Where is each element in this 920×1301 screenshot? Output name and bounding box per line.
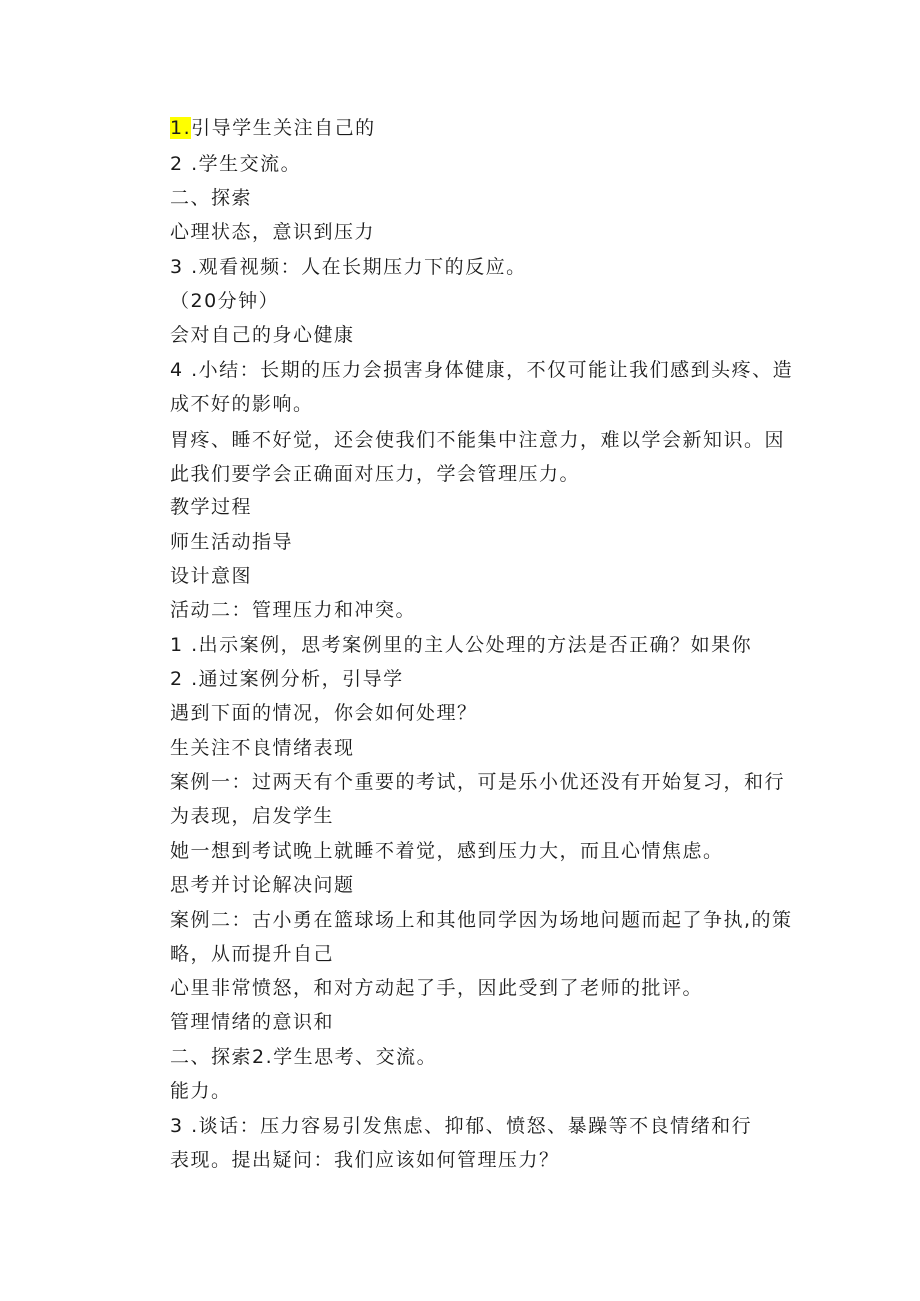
text-line-2: 2 .学生交流。 [170,153,302,175]
text-line-7: 会对自己的身心健康 [170,324,355,346]
text-line-4: 心理状态，意识到压力 [170,221,376,243]
text-line-14: 设计意图 [170,565,253,587]
text-line-21: 为表现，启发学生 [170,805,335,827]
text-line-16: 1 .出示案例，思考案例里的主人公处理的方法是否正确？如果你 [170,634,753,656]
text-line-15: 活动二：管理压力和冲突。 [170,599,417,621]
text-line-28: 二、探索2.学生思考、交流。 [170,1046,438,1068]
text-line-27: 管理情绪的意识和 [170,1011,335,1033]
text-line-10: 胃疼、睡不好觉，还会使我们不能集中注意力，难以学会新知识。因 [170,429,786,451]
text-line-22: 她一想到考试晚上就睡不着觉，感到压力大，而且心情焦虑。 [170,840,724,862]
text-line-24: 案例二：古小勇在篮球场上和其他同学因为场地问题而起了争执,的策 [170,909,793,931]
text-line-19: 生关注不良情绪表现 [170,737,355,759]
text-line-13: 师生活动指导 [170,531,294,553]
text-line-6: （20分钟） [170,290,280,312]
text-line-12: 教学过程 [170,496,253,518]
text-line-31: 表现。提出疑问：我们应该如何管理压力？ [170,1149,560,1171]
text-line-29: 能力。 [170,1080,232,1102]
text-line-30: 3 .谈话：压力容易引发焦虑、抑郁、愤怒、暴躁等不良情绪和行 [170,1115,753,1137]
text-line-26: 心里非常愤怒，和对方动起了手，因此受到了老师的批评。 [170,977,704,999]
highlighted-number: 1. [170,117,192,139]
text-line-1 [170,116,376,140]
text-line-3: 二、探索 [170,187,253,209]
text-line-17: 2 .通过案例分析，引导学 [170,668,404,690]
text-line-11: 此我们要学会正确面对压力，学会管理压力。 [170,463,581,485]
text-line-9: 成不好的影响。 [170,393,314,415]
text-line-18: 遇到下面的情况，你会如何处理？ [170,702,478,724]
text-line-20: 案例一：过两天有个重要的考试，可是乐小优还没有开始复习，和行 [170,771,786,793]
text-line-1-rest: 引导学生关注自己的 [191,117,376,139]
text-line-23: 思考并讨论解决问题 [170,874,355,896]
text-line-5: 3 .观看视频：人在长期压力下的反应。 [170,256,527,278]
text-line-8: 4 .小结：长期的压力会损害身体健康，不仅可能让我们感到头疼、造 [170,359,794,381]
text-line-25: 略，从而提升自己 [170,943,335,965]
